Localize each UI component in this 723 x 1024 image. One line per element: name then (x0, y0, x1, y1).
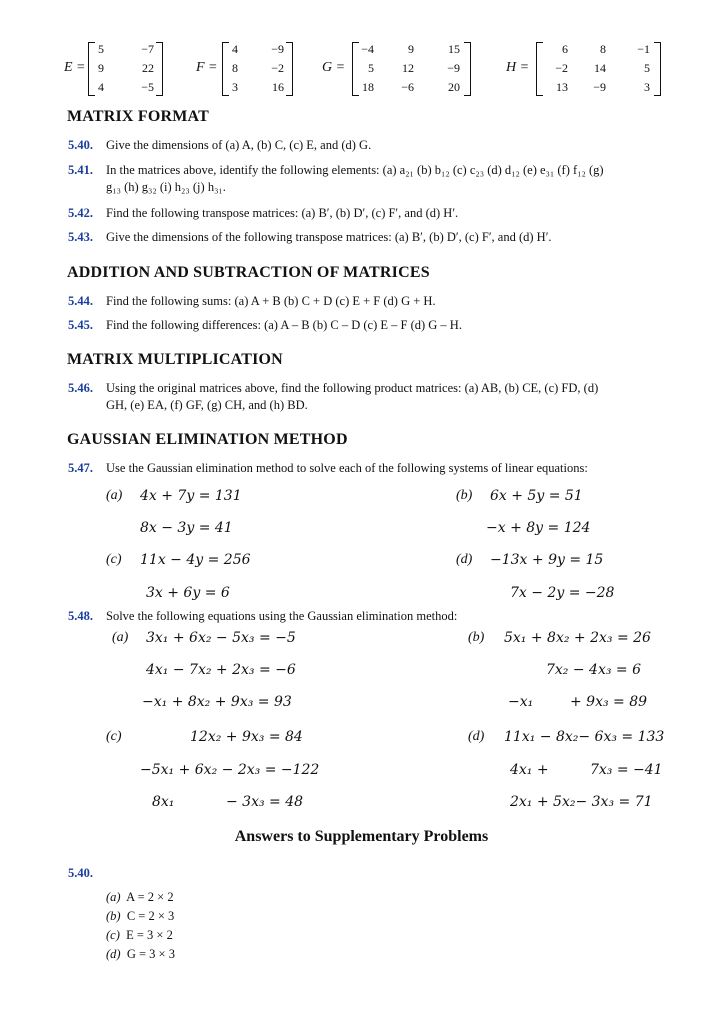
equation: 11x₁ − 8x₂− 6x₃ = 133 (504, 729, 665, 745)
answers-heading: Answers to Supplementary Problems (234, 828, 489, 845)
problem-text: Find the following differences: (a) A – B (b) C – D (c) E – F (d) G – H. (106, 318, 462, 332)
answer-item (106, 909, 174, 924)
right-bracket (464, 42, 471, 96)
matrix-f (196, 40, 306, 98)
answer-text: C = 2 × 3 (126, 909, 175, 923)
cell: −6 (401, 80, 414, 94)
section-heading-multiplication: MATRIX MULTIPLICATION (67, 351, 283, 368)
problem-5-48 (68, 608, 668, 625)
problem-text: Solve the following equations using the Gaussian elimination method: (106, 609, 458, 623)
problem-number: 5.48. (68, 609, 93, 623)
cell: 3 (232, 80, 238, 94)
answer-number: 5.40. (68, 866, 93, 880)
section-heading-gaussian: GAUSSIAN ELIMINATION METHOD (67, 431, 348, 448)
problem-text: In the matrices above, identify the following elements: (a) a₂₁ (b) b₁₂ (c) c₂₃ (d) d₁₂ (e) e₃₁ (f) f₁₂ (g) (106, 163, 604, 177)
cell: 8 (600, 42, 606, 56)
equation: 3x₁ + 6x₂ − 5x₃ = −5 (146, 630, 296, 646)
problem-5-43 (68, 229, 668, 246)
equation: 7x − 2y = −28 (510, 585, 615, 601)
problem-text: Use the Gaussian elimination method to solve each of the following systems of linear equations: (106, 461, 588, 475)
answer-item (106, 947, 175, 962)
answer-label: (c) (106, 928, 120, 942)
cell: −4 (361, 42, 374, 56)
cell: −1 (637, 42, 650, 56)
problem-text: Give the dimensions of (a) A, (b) C, (c) E, and (d) G. (106, 138, 372, 152)
problem-number: 5.43. (68, 230, 93, 244)
cell: −2 (271, 61, 284, 75)
system-label: (b) (456, 488, 473, 503)
system-label: (a) (112, 630, 129, 645)
right-bracket (286, 42, 293, 96)
matrix-h (506, 40, 666, 98)
cell: 14 (594, 61, 606, 75)
answer-label: (b) (106, 909, 121, 923)
cell: 16 (272, 80, 284, 94)
problem-number: 5.42. (68, 206, 93, 220)
cell: 9 (98, 61, 104, 75)
answer-text: E = 3 × 2 (126, 928, 173, 942)
problem-number: 5.44. (68, 294, 93, 308)
matrices-row (0, 40, 723, 98)
problem-text-cont: g₁₃ (h) g₃₂ (i) h₂₃ (j) h₃₁. (106, 180, 226, 194)
problem-text: Using the original matrices above, find the following product matrices: (a) AB, (b) CE, (c) FD, (d) (106, 381, 599, 395)
cell: −9 (593, 80, 606, 94)
answer-text: G = 3 × 3 (126, 947, 175, 961)
cell: −9 (271, 42, 284, 56)
cell: −2 (555, 61, 568, 75)
equation: −x₁ (508, 694, 534, 710)
equation: 2x₁ + 5x₂− 3x₃ = 71 (510, 794, 653, 810)
cell: −9 (447, 61, 460, 75)
problem-5-40 (68, 137, 668, 154)
cell: 4 (98, 80, 104, 94)
problem-text: Find the following transpose matrices: (a) B′, (b) D′, (c) F′, and (d) H′. (106, 206, 459, 220)
equation: − 3x₃ = 48 (226, 794, 304, 810)
problem-number: 5.40. (68, 138, 93, 152)
cell: 18 (362, 80, 374, 94)
equation: 8x₁ (152, 794, 175, 810)
system-label: (c) (106, 552, 122, 567)
answer-label: (d) (106, 947, 121, 961)
problem-number: 5.46. (68, 381, 93, 395)
problem-5-45 (68, 317, 668, 334)
equation: 4x₁ − 7x₂ + 2x₃ = −6 (146, 662, 296, 678)
system-label: (d) (468, 729, 485, 744)
equation: −x₁ + 8x₂ + 9x₃ = 93 (142, 694, 292, 710)
matrix-g-name: G = (322, 60, 346, 75)
equation: 6x + 5y = 51 (490, 488, 583, 504)
equation: 4x₁ + (510, 762, 549, 778)
cell: 4 (232, 42, 238, 56)
matrix-f-name: F = (196, 60, 218, 75)
problem-5-44 (68, 293, 668, 310)
system-label: (d) (456, 552, 473, 567)
cell: 5 (644, 61, 650, 75)
equation: −5x₁ + 6x₂ − 2x₃ = −122 (140, 762, 320, 778)
cell: −5 (141, 80, 154, 94)
problem-text: Give the dimensions of the following transpose matrices: (a) B′, (b) D′, (c) F′, and (d) H′. (106, 230, 552, 244)
equation: −13x + 9y = 15 (490, 552, 604, 568)
matrix-g (322, 40, 482, 98)
problem-text-cont: GH, (e) EA, (f) GF, (g) CH, and (h) BD. (106, 398, 308, 412)
problem-5-42 (68, 205, 668, 222)
cell: 9 (408, 42, 414, 56)
equation: 7x₃ = −41 (590, 762, 663, 778)
problem-text: Find the following sums: (a) A + B (b) C + D (c) E + F (d) G + H. (106, 294, 436, 308)
matrix-h-name: H = (506, 60, 530, 75)
cell: 20 (448, 80, 460, 94)
cell: 6 (562, 42, 568, 56)
right-bracket (156, 42, 163, 96)
problem-5-47 (68, 460, 668, 477)
system-label: (a) (106, 488, 123, 503)
equation: + 9x₃ = 89 (570, 694, 648, 710)
cell: 15 (448, 42, 460, 56)
cell: −7 (141, 42, 154, 56)
matrix-e-name: E = (64, 60, 86, 75)
equation: 8x − 3y = 41 (140, 520, 233, 536)
equation: 7x₂ − 4x₃ = 6 (546, 662, 641, 678)
system-label: (c) (106, 729, 122, 744)
section-heading-matrix-format: MATRIX FORMAT (67, 108, 209, 125)
answer-text: A = 2 × 2 (126, 890, 174, 904)
answer-item (106, 890, 174, 905)
system-label: (b) (468, 630, 485, 645)
problem-5-46 (68, 380, 668, 414)
problem-number: 5.47. (68, 461, 93, 475)
cell: 22 (142, 61, 154, 75)
cell: 5 (98, 42, 104, 56)
equation: 12x₂ + 9x₃ = 84 (190, 729, 303, 745)
equation: 3x + 6y = 6 (146, 585, 230, 601)
problem-5-41 (68, 162, 668, 196)
section-heading-addition: ADDITION AND SUBTRACTION OF MATRICES (67, 264, 430, 281)
answer-item (106, 928, 173, 943)
cell: 5 (368, 61, 374, 75)
equation: 11x − 4y = 256 (140, 552, 251, 568)
equation: 4x + 7y = 131 (140, 488, 242, 504)
cell: 3 (644, 80, 650, 94)
matrix-e (64, 40, 174, 98)
cell: 8 (232, 61, 238, 75)
problem-number: 5.41. (68, 163, 93, 177)
cell: 13 (556, 80, 568, 94)
answer-label: (a) (106, 890, 121, 904)
right-bracket (654, 42, 661, 96)
equation: −x + 8y = 124 (486, 520, 591, 536)
cell: 12 (402, 61, 414, 75)
equation: 5x₁ + 8x₂ + 2x₃ = 26 (504, 630, 651, 646)
problem-number: 5.45. (68, 318, 93, 332)
